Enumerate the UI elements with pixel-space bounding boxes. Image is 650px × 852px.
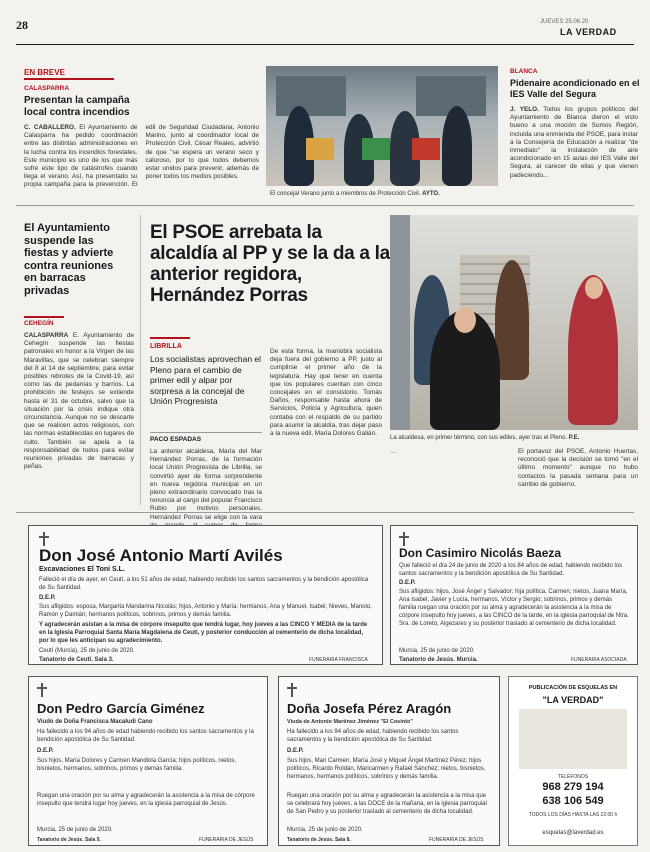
obituary-dep: D.E.P.: [399, 580, 416, 586]
obituary-card: [278, 676, 500, 846]
obituary-ad: [508, 676, 638, 846]
obituary-date: Murcia, 25 de junio de 2020.: [37, 827, 113, 833]
obituary-funeral-home: Tanatorio de Ceutí. Sala 3.: [39, 657, 114, 663]
obituary-company: Excavaciones El Toni S.L.: [39, 566, 125, 573]
obituary-text: Ha fallecido a los 94 años de edad habiendo recibido los santos sacramentos y la bendición apostólica de Su Santidad.: [37, 729, 254, 743]
blanca-byline: J. YELO.: [510, 106, 539, 113]
blanca-body: [510, 106, 638, 200]
main-place: LIBRILLA: [150, 343, 182, 350]
main-col1: La anterior alcaldesa, María del Mar Hernández Porras, de la formación local Unión Progresista de Librilla, se convirtió ayer de forma sorprendente en nueva regidora municipal en un pleno extraordinario convocado tras la renuncia al cargo del popular Francisco Rubio por motivos personales. Hernández Porras se elige con la vara: [150, 448, 262, 521]
poster: [412, 138, 440, 160]
ad-phone-label: TELÉFONOS: [557, 774, 589, 780]
obituary-text: Falleció el día de ayer, en Ceutí, a los 51 años de edad, habiendo recibido los santos sacramentos y la bendición apostólica de Su Santidad.: [39, 577, 369, 591]
face: [585, 277, 603, 299]
person-figure: [442, 106, 472, 186]
obituary-company: Viudo de Doña Francisca Macaludi Cano: [37, 719, 153, 725]
obituary-card: [390, 525, 638, 665]
proteccion-civil-photo: [266, 66, 498, 186]
cehegin-byline: CALASPARRA: [24, 332, 69, 339]
blanca-text: Todos los grupos políticos del Ayuntamiento de Blanca dieron el visto bueno a una moción de Somos Región, incluida una enmienda del PSOE, para instar a la Consejería de Educación a realizar "de inmediato" la instalación de aire acondicionado en 15 aulas del IES Valle del Segura, al carecer de ellas y que vienen padeciendo...: [510, 106, 638, 179]
obituary-name: Don José Antonio Martí Avilés: [39, 546, 283, 565]
calasparra-body: [24, 124, 259, 196]
page-number: 28: [16, 18, 28, 32]
proteccion-civil-caption: El concejal Verano junto a miembros de Protección Civil. AYTO.: [270, 191, 440, 197]
blanca-headline: Pidenaire acondicionado en el IES Valle del Segura: [510, 78, 640, 99]
obituary-date: Murcia, 25 de junio de 2020.: [287, 827, 363, 833]
obituary-notice: Ruegan una oración por su alma y agradecerán la asistencia a la misa de córpore insepulto que tendrá lugar hoy jueves, en la iglesia parroquial de Jesús.: [37, 793, 255, 807]
cehegin-body: [24, 332, 134, 502]
main-col2: De esta forma, la maniobra socialista deja fuera del gobierno a PP, justo al cumplirse el primer año de la legislatura. Hay que tener en cuenta que los populares cuentan con cinco concejales en el consistorio. Tomás Daños, responsable hasta ahora de Servicios, Policía y Agricultura, quien contaba con el respaldo de su partido para asumir la alcaldía, tras dejar paso a la nueva edil, María Dolores Galián.: [270, 348, 382, 438]
main-byline: PACO ESPADAS: [150, 436, 202, 443]
librilla-caption: La alcaldesa, en primer término, con sus ediles, ayer tras el Pleno. P.E.: [390, 435, 580, 441]
byline-rule: [150, 432, 262, 433]
ad-phone-1[interactable]: 968 279 194: [542, 781, 604, 793]
ad-illustration: [519, 709, 627, 769]
blanca-place: BLANCA: [510, 68, 538, 75]
cehegin-text: E. Ayuntamiento de Cehegín suspende las fiestas patronales en honor a la Virgen de las Maravillas, que se celebran siempre del 8 al 14 de septiembre, para evitar posibles rebrotes de la Covid-19, así como las de pedanías y barrios. La prohibición de festejos se extiende hasta el 31 de octubre, salvo que la situación por la crisis indique otra circunstancia. Aunque no se descarte que se realicen actos religiosos, con las normas establecidas en lugares de culto. También se apela a la responsabilidad de todos para evitar reuniones privadas de barracas y peñas.: [24, 332, 134, 471]
obituary-family: Sus hijos, Mari Carmen, María José y Miguel Ángel Martínez Pérez; hijos políticos, Ricardo Roldán, Maricarmen y Rafael Sánchez; nietos, bisnietos, hermanos, hermanos políticos, sobrinos y demás familia.: [287, 758, 486, 780]
person-figure: [495, 260, 529, 380]
calasparra-text: El Ayuntamiento de Calasparra ha pedido coordinación entre las distintas administraciones en la lucha contra los incendios forestales. Este municipio es uno de los que más sufre este tipo de catástrofes cuando llega el verano. Así, ha presentado su propia campaña para la prevención. El edil de Seguridad Ciudadana, Antonio Marino, junto al coordinador local de Protección Civil, César Reales, advirtió de que "se espera un verano seco y caluroso, por lo que todos debemos estar unidos para prevenir, además de poner todos los medios posibles.: [24, 124, 259, 189]
header-rule: [16, 44, 634, 45]
obituary-provider: FUNERARIA ASOCIADA: [571, 657, 627, 663]
obituary-card: [28, 525, 383, 665]
ad-title: PUBLICACIÓN DE ESQUELAS EN: [528, 685, 618, 691]
obituary-family: Sus afligidos: hijos, José Ángel y Salvador; hija política, Carmen; nietos, Juana María, Ana Isabel, Javier y Lucía, hermanos, Víctor y Sergio; sobrinos, primos y demás familia ruegan una oración por su alma y agradecerán la asistencia a la misa de córpore insepulto hoy jueves, a las CINCO de la tarde, en la iglesia parroquial de Ntra. Sra. de Loreto, Algezares y su posterior traslado al cementerio de dicha localidad.: [399, 589, 629, 627]
ad-brand: "LA VERDAD": [542, 695, 604, 705]
calasparra-byline: C. CABALLERO.: [24, 124, 76, 131]
obituary-provider: FUNERARIA DE JESÚS: [429, 837, 484, 843]
divider: [16, 205, 634, 206]
obituary-funeral-home: Tanatorio de Jesús. Murcia.: [399, 657, 478, 663]
divider: [16, 512, 634, 513]
obituary-family: Sus afligidos: esposa, Margarita Mandarina Nicolás; hijos, Antonio y María; hermanos, Ana y Manuel, Isabel, Nieves, Manolo, Ramón y Damián; hermanos políticos, sobrinos, primos y demás familia.: [39, 604, 372, 618]
obituary-date: Ceutí (Murcia), 25 de junio de 2020.: [39, 648, 135, 654]
cross-icon: [39, 532, 49, 546]
obituary-dep: D.E.P.: [287, 748, 304, 754]
obituary-provider: FUNERARIA DE JESÚS: [199, 837, 254, 843]
ad-email[interactable]: esquelas@laverdad.es: [542, 830, 604, 836]
issue-date: JUEVES 25.06.20: [540, 19, 589, 25]
obituary-company: Viuda de Antonio Martínez Jiménez "El Cosinto": [287, 719, 413, 725]
obituary-provider: FUNERARIA FRANCISCA: [309, 657, 368, 663]
section-label: EN BREVE: [24, 68, 65, 77]
ad-hours: TODOS LOS DÍAS HASTA LAS 22:00 h: [528, 812, 618, 818]
obituary-family: Sus hijos, María Dolores y Carmen Mandiola García; hijos políticos, nietos, bisnietos, hermanos, sobrinos, primos y demás familia.: [37, 758, 237, 772]
poster: [306, 138, 334, 160]
main-headline: El PSOE arrebata la alcaldía al PP y se la da a la anterior regidora, Hernández Porras: [150, 222, 390, 306]
obituary-dep: D.E.P.: [37, 748, 54, 754]
poster: [362, 138, 390, 160]
cross-icon: [37, 683, 47, 697]
librilla-photo: [390, 215, 638, 430]
obituary-funeral-home: Tanatorio de Jesús. Sala 8.: [287, 837, 351, 843]
main-col3: El portavoz del PSOE, Antonio Huertas, reconoció que la decisión se tomó "en el último momento" aunque no hubo contactos la pasada semana para un cambio de gobierno.: [518, 448, 638, 488]
cehegin-rule: [24, 316, 64, 318]
ad-phone-2[interactable]: 638 106 549: [542, 795, 604, 807]
obituary-notice: Y agradecerán asistan a la misa de córpore insepulto que tendrá lugar, hoy jueves a las CINCO Y MEDIA de la tarde en la Iglesia Parroquial Santa María Magdalena de Ceutí, y posterior conducción al cementerio de dicha localidad, por lo que les anticipan su agradecimiento.: [39, 622, 368, 644]
obituary-funeral-home: Tanatorio de Jesús. Sala 9.: [37, 837, 101, 843]
main-rule: [150, 337, 190, 339]
calasparra-place: CALASPARRA: [24, 85, 70, 92]
obituary-text: Ha fallecido a los 94 años de edad, habiendo recibido los santos sacramentos y la bendición apostólica de Su Santidad.: [287, 729, 459, 743]
face: [454, 307, 476, 333]
obituary-date: Murcia, 25 de junio de 2020.: [399, 648, 475, 654]
obituary-notice: Ruegan una oración por su alma y agradecerán la asistencia a la misa que se celebrará hoy jueves, a las DOCE de la mañana, en la iglesia parroquial de San Pedro y su posterior traslado al cementerio de dicha localidad.: [287, 793, 487, 815]
obituary-card: [28, 676, 268, 846]
main-col2b: …: [390, 448, 397, 455]
calasparra-headline: Presentan la campaña local contra incendios: [24, 95, 130, 118]
cehegin-place: CEHEGÍN: [24, 320, 54, 327]
obituary-name: Don Pedro García Giménez: [37, 701, 205, 716]
cross-icon: [399, 532, 409, 546]
obituary-text: Que falleció el día 24 de junio de 2020 a los 84 años de edad, habiendo recibido los santos sacramentos y la bendición apostólica de Su Santidad.: [399, 563, 623, 577]
obituary-dep: D.E.P.: [39, 595, 56, 601]
column-divider: [140, 215, 141, 505]
cross-icon: [287, 683, 297, 697]
main-subhead: Los socialistas aprovechan el Pleno para el cambio de primer edil y alpar por sorpresa a la concejal de Unión Progresista: [150, 354, 262, 406]
obituary-name: Don Casimiro Nicolás Baeza: [399, 546, 562, 560]
obituary-name: Doña Josefa Pérez Aragón: [287, 701, 452, 716]
cehegin-headline: El Ayuntamiento suspende las fiestas y advierte contra reuniones en barracas privadas: [24, 222, 114, 297]
section-rule: [24, 78, 114, 80]
publication-name: LA VERDAD: [560, 27, 617, 37]
